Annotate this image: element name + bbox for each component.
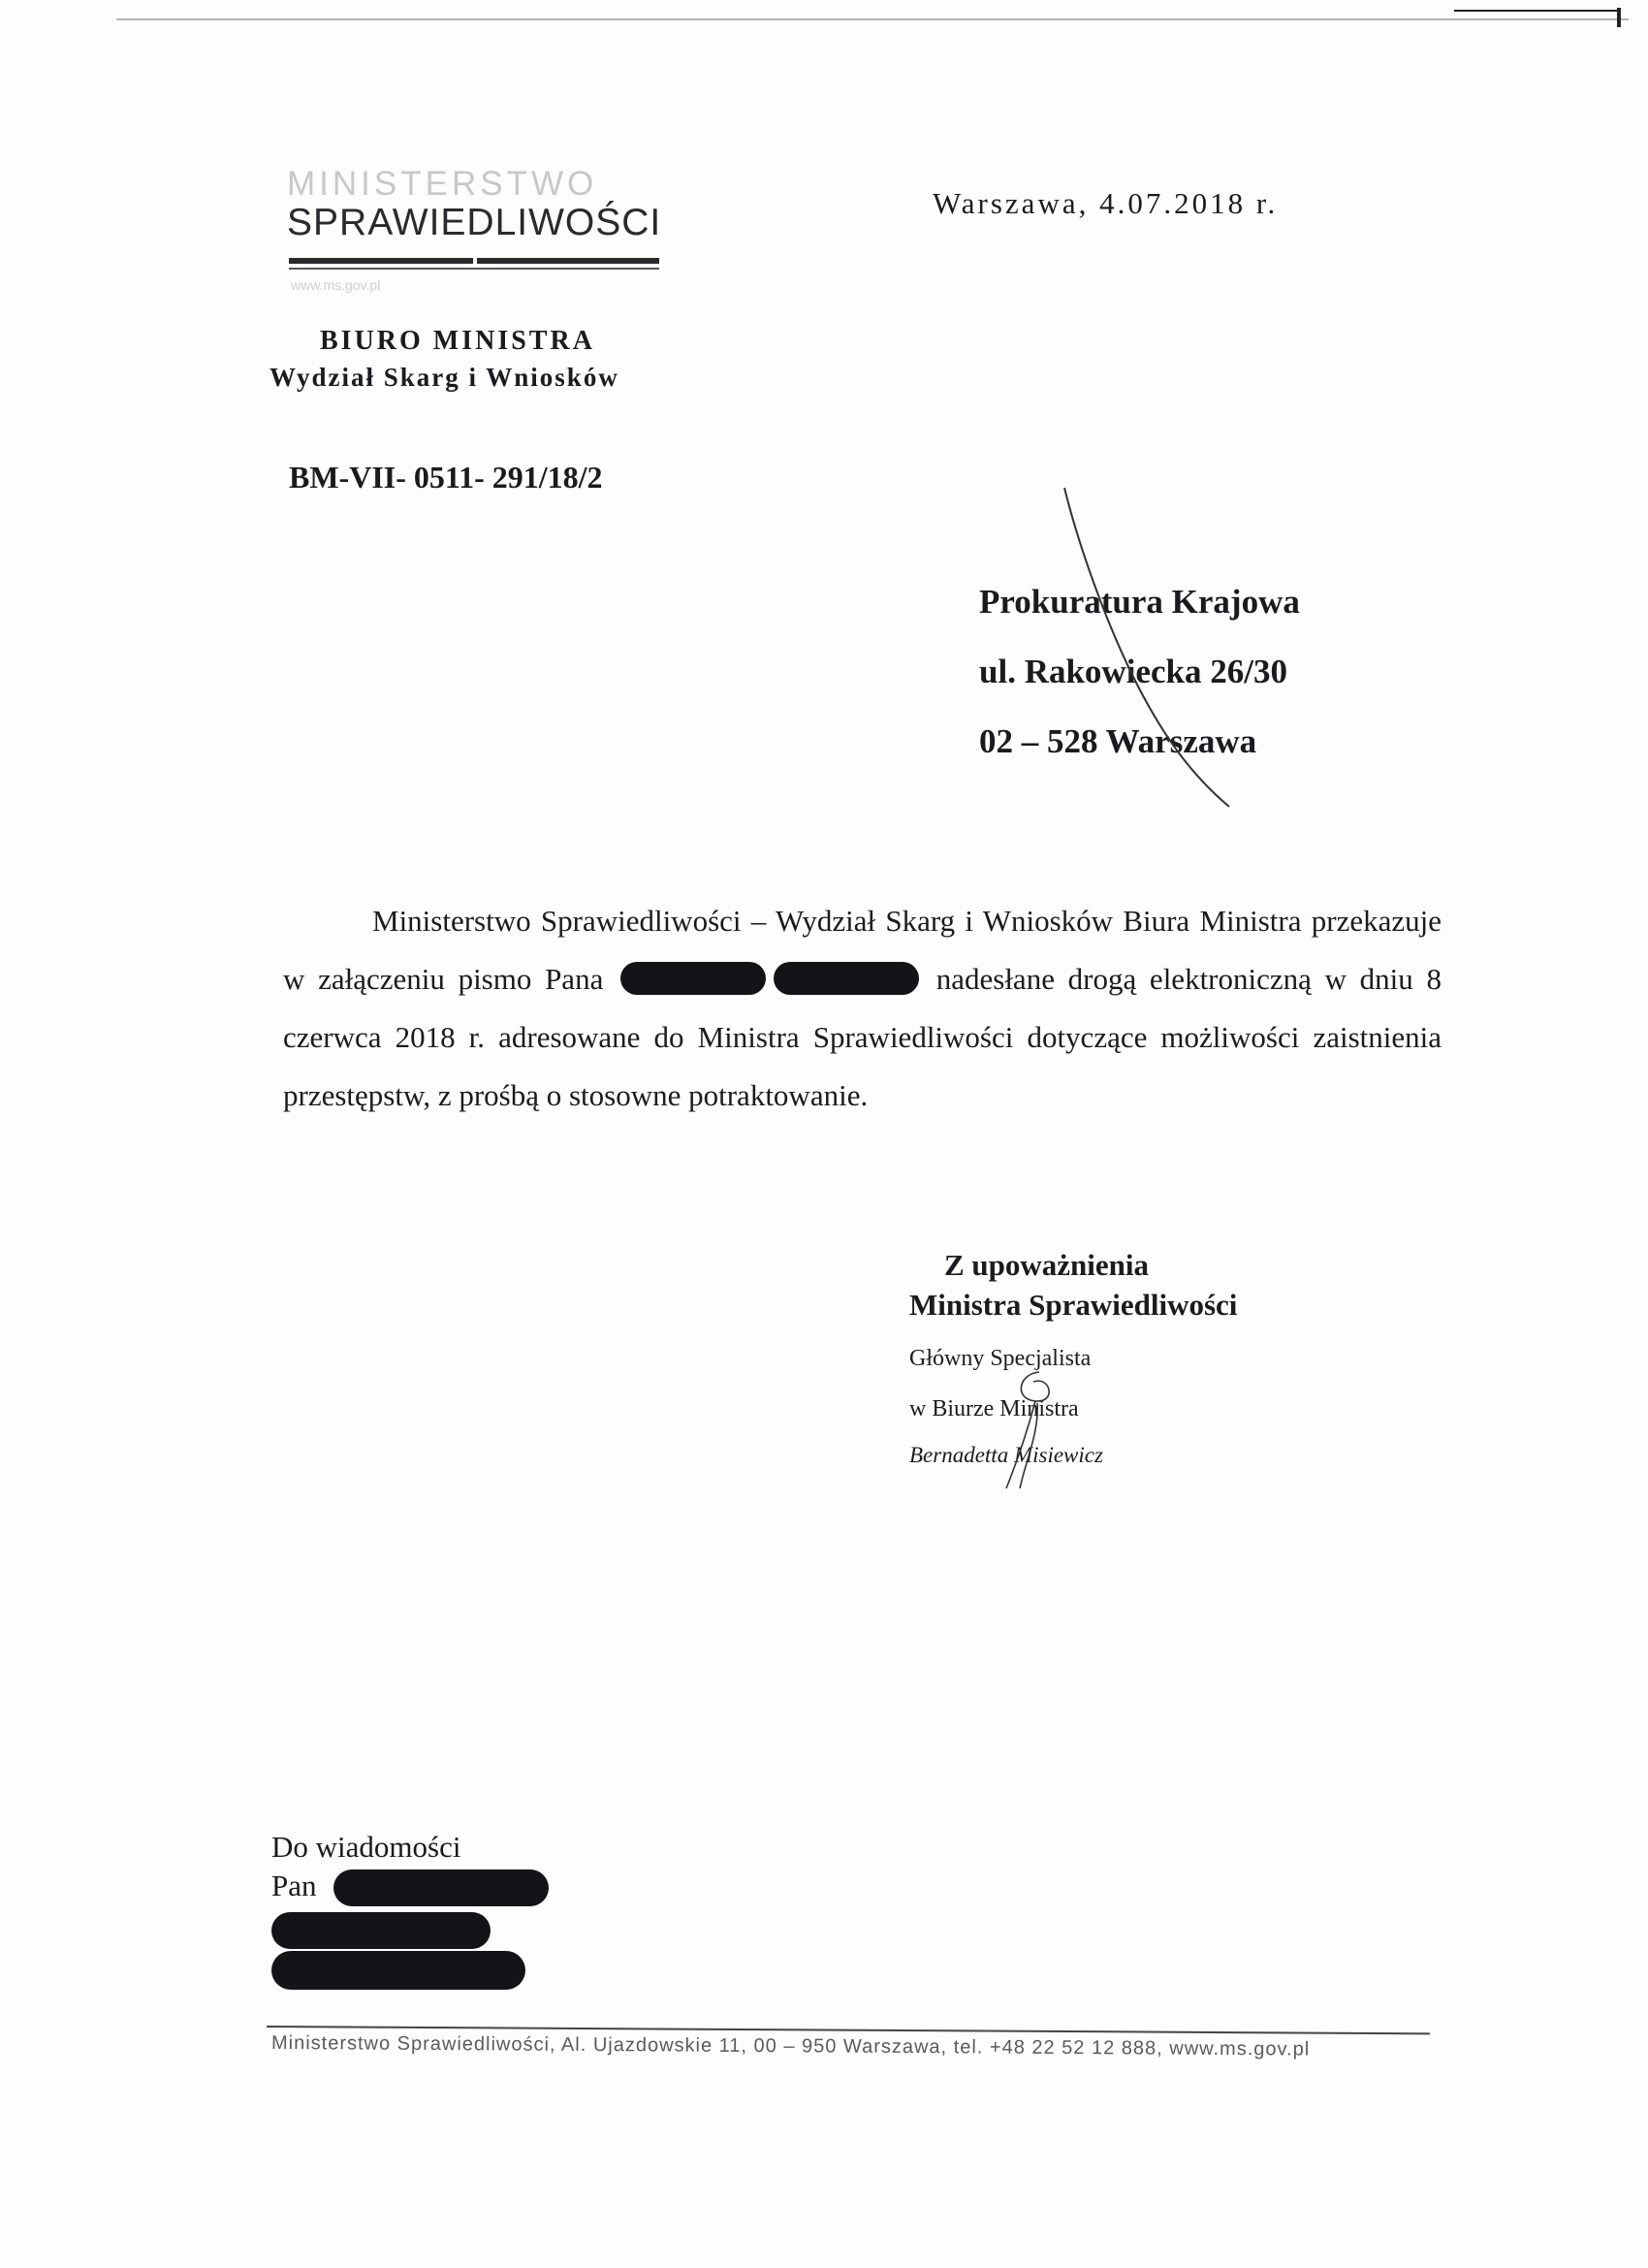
pen-stroke-mark bbox=[0, 0, 1648, 873]
copy-to-addressee: Pan bbox=[271, 1869, 317, 1902]
logo-line-main: SPRAWIEDLIWOŚCI bbox=[287, 202, 662, 243]
copy-to-label: Do wiadomości bbox=[271, 1830, 461, 1864]
footer-contact: Ministerstwo Sprawiedliwości, Al. Ujazdowskie 11, 00 – 950 Warszawa, tel. +48 22 52 12 888, www.ms.gov.pl bbox=[270, 2032, 1311, 2060]
body-text-part1: Ministerstwo Sprawiedliwości – Wydział Skarg i Wniosków Biura Ministra przekazuje w załączeniu pismo Pana bbox=[283, 904, 1442, 996]
recipient-street: ul. Rakowiecka 26/30 bbox=[979, 653, 1287, 690]
signature-office: w Biurze Ministra bbox=[909, 1396, 1079, 1421]
signature-name: Bernadetta Misiewicz bbox=[909, 1443, 1103, 1467]
handwritten-signature bbox=[979, 1353, 1095, 1498]
redaction-mark bbox=[774, 962, 919, 995]
recipient-name: Prokuratura Krajowa bbox=[979, 583, 1300, 621]
body-text-part2: nadesłane drogą elektroniczną w dniu 8 czerwca 2018 r. adresowane do Ministra Sprawiedliwości dotyczące możliwości zaistnienia przestępstw, z prośbą o stosowne potraktowanie. bbox=[283, 962, 1442, 1112]
redaction-mark bbox=[620, 962, 766, 995]
signature-minister: Ministra Sprawiedliwości bbox=[909, 1288, 1238, 1322]
office-department: Wydział Skarg i Wniosków bbox=[269, 363, 619, 392]
redaction-mark bbox=[271, 1912, 491, 1949]
place-and-date: Warszawa, 4.07.2018 r. bbox=[933, 186, 1279, 220]
logo-line-top: MINISTERSTWO bbox=[287, 165, 598, 203]
recipient-city: 02 – 528 Warszawa bbox=[979, 722, 1257, 760]
signature-role: Główny Specjalista bbox=[909, 1346, 1092, 1371]
office-title: BIURO MINISTRA bbox=[320, 326, 595, 356]
letter-body bbox=[283, 892, 1442, 1125]
signature-authority: Z upoważnienia bbox=[944, 1248, 1150, 1282]
redaction-mark bbox=[333, 1869, 549, 1906]
body-paragraph bbox=[283, 892, 1442, 1125]
redaction-mark bbox=[271, 1951, 525, 1990]
logo-website: www.ms.gov.pl bbox=[291, 277, 381, 293]
reference-number: BM-VII- 0511- 291/18/2 bbox=[289, 460, 603, 495]
